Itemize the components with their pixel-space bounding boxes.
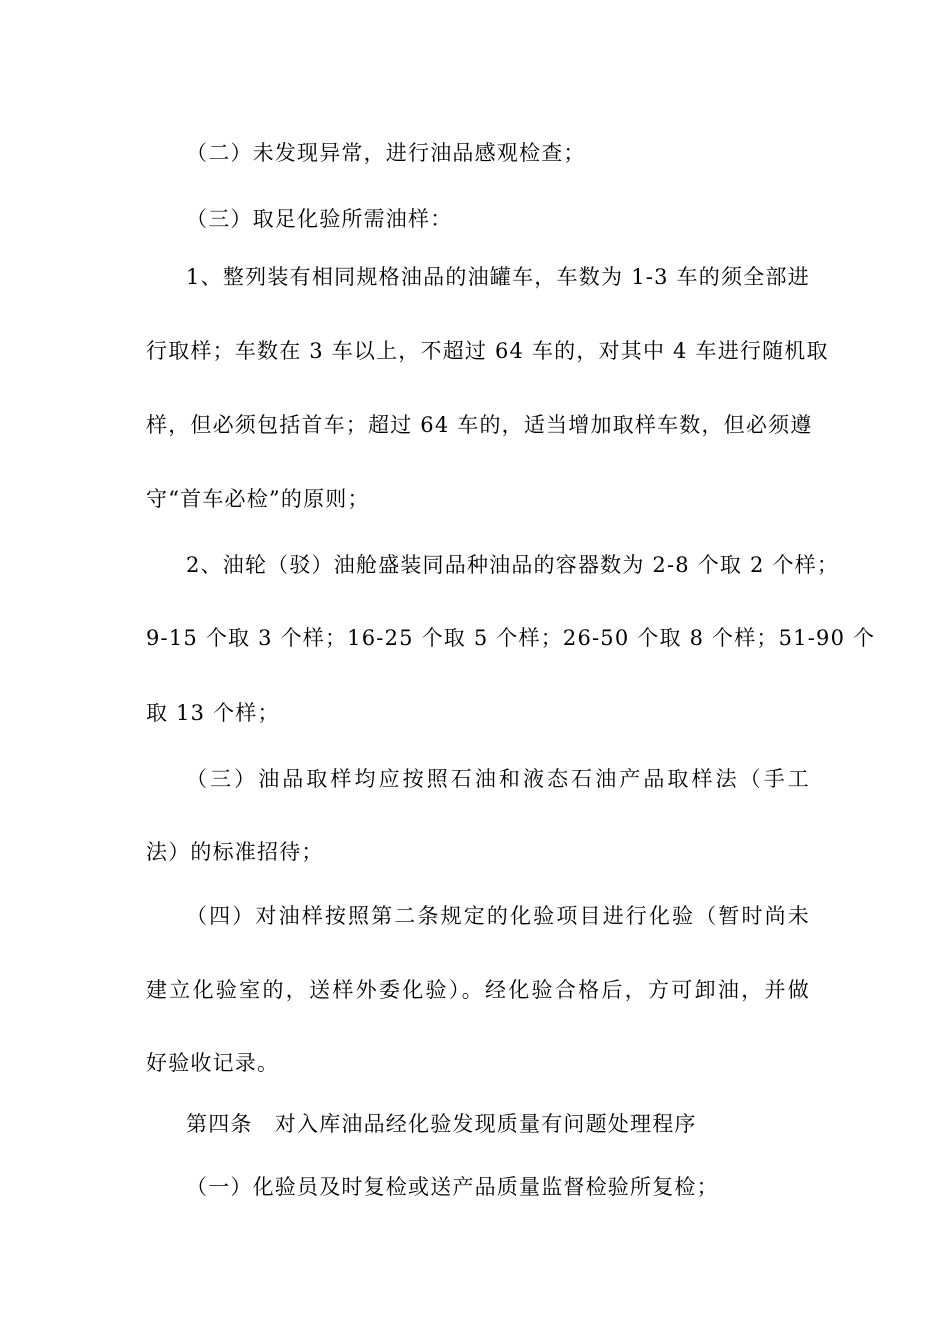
paragraph-line: 样，但必须包括首车；超过 64 车的，适当增加取样车数，但必须遵 xyxy=(146,413,813,437)
paragraph-line: 好验收记录。 xyxy=(146,1051,280,1075)
section-heading: 第四条 对入库油品经化验发现质量有问题处理程序 xyxy=(186,1112,697,1136)
paragraph-line: （四）对油样按照第二条规定的化验项目进行化验（暂时尚未 xyxy=(186,904,810,928)
paragraph-line: 行取样；车数在 3 车以上，不超过 64 车的，对其中 4 车进行随机取 xyxy=(146,339,829,363)
paragraph-line: 守“首车必检”的原则； xyxy=(146,487,370,511)
paragraph-line: 2、油轮（驳）油舱盛装同品种油品的容器数为 2-8 个取 2 个样； xyxy=(186,553,840,577)
paragraph-line: 9-15 个取 3 个样；16-25 个取 5 个样；26-50 个取 8 个样；51-90 个 xyxy=(146,626,876,650)
paragraph-line: 法）的标准招待； xyxy=(146,840,324,864)
paragraph-line: （三）油品取样均应按照石油和液态石油产品取样法（手工 xyxy=(186,767,810,791)
paragraph-line: （二）未发现异常，进行油品感观检查； xyxy=(186,141,586,165)
paragraph-line: （三）取足化验所需油样： xyxy=(186,207,453,231)
paragraph-line: 1、整列装有相同规格油品的油罐车，车数为 1-3 车的须全部进 xyxy=(186,265,810,289)
paragraph-line: （一）化验员及时复检或送产品质量监督检验所复检； xyxy=(186,1175,719,1199)
paragraph-line: 取 13 个样； xyxy=(146,701,280,725)
paragraph-line: 建立化验室的，送样外委化验）。经化验合格后，方可卸油，并做 xyxy=(146,978,810,1002)
